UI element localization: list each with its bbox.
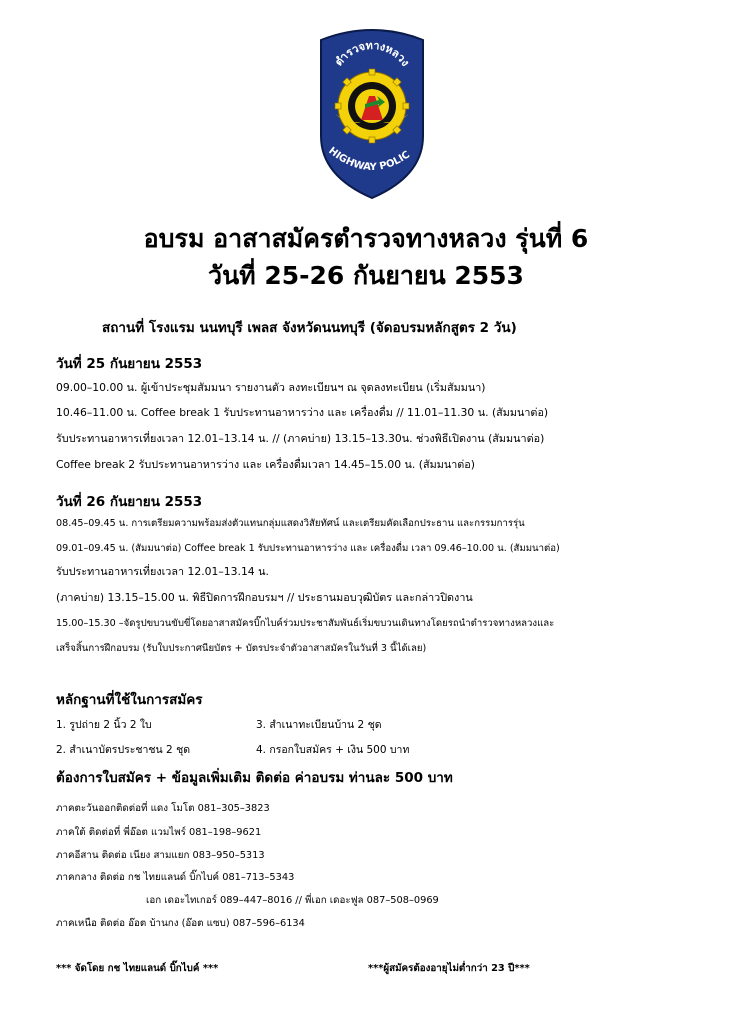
requirement-item: 1. รูปถ่าย 2 นิ้ว 2 ใบ (56, 719, 152, 731)
contact-line: ภาคอีสาน ติดต่อ เนียง สามแยก 083–950–5313 (56, 850, 265, 861)
requirement-item: 2. สำเนาบัตรประชาชน 2 ชุด (56, 744, 191, 756)
organizer-note: *** จัดโดย กช ไทยแลนด์ บิ๊กไบค์ *** (56, 963, 219, 974)
svg-text:HIGHWAY POLICE: HIGHWAY POLIC (326, 145, 413, 174)
contact-line: ภาคตะวันออกติดต่อที่ แดง โมโต 081–305–3823 (56, 803, 270, 814)
day1-heading: วันที่ 25 กันยายน 2553 (56, 356, 203, 372)
venue-line: สถานที่ โรงแรม นนทบุรี เพลส จังหวัดนนทบุรี (จัดอบรมหลักสูตร 2 วัน) (102, 320, 517, 336)
day2-line: 08.45–09.45 น. การเตรียมความพร้อมส่งตัวแทนกลุ่มแสดงวิสัยทัศน์ และเตรียมคัดเลือกประธาน และกรรมการรุ่น (56, 518, 525, 529)
requirement-item: 3. สำเนาทะเบียนบ้าน 2 ชุด (256, 719, 382, 731)
contact-line: ภาคใต้ ติดต่อที่ พี่อ๊อต แวมไพร์ 081–198–9621 (56, 827, 262, 838)
course-title: อบรม อาสาสมัครตำรวจทางหลวง รุ่นที่ 6 (143, 224, 589, 253)
highway-police-emblem (313, 26, 431, 200)
day1-line: 09.00–10.00 น. ผู้เข้าประชุมสัมมนา รายงานตัว ลงทะเบียนฯ ณ จุดลงทะเบียน (เริ่มสัมมนา) (56, 381, 486, 394)
day2-line: 09.01–09.45 น. (สัมมนาต่อ) Coffee break 1 รับประทานอาหารว่าง และ เครื่องดื่ม เวลา 09.46–10.00 น. (สัมมนาต่อ) (56, 543, 560, 554)
requirements-heading: หลักฐานที่ใช้ในการสมัคร (56, 692, 203, 708)
age-requirement-note: ***ผู้สมัครต้องอายุไม่ต่ำกว่า 23 ปี*** (368, 963, 530, 974)
day2-line: (ภาคบ่าย) 13.15–15.00 น. พิธีปิดการฝึกอบรมฯ // ประธานมอบวุฒิบัตร และกล่าวปิดงาน (56, 591, 473, 604)
course-dates: วันที่ 25-26 กันยายน 2553 (208, 261, 524, 290)
requirement-item: 4. กรอกใบสมัคร + เงิน 500 บาท (256, 744, 410, 756)
day2-line: 15.00–15.30 –จัดรูปขบวนขับขี่โดยอาสาสมัครบิ๊กไบค์ร่วมประชาสัมพันธ์เริ่มขบวนเดินทางโดยรถนำตำรวจทางหลวงและ (56, 618, 555, 629)
contact-heading: ต้องการใบสมัคร + ข้อมูลเพิ่มเติม ติดต่อ ค่าอบรม ท่านละ 500 บาท (56, 770, 453, 786)
svg-text:ตำรวจทางหลวง: ตำรวจทางหลวง (332, 38, 413, 69)
contact-line: ภาคเหนือ ติดต่อ อ๊อต บ้านกง (อ๊อต แซบ) 087–596–6134 (56, 918, 305, 929)
day2-line: เสร็จสิ้นการฝึกอบรม (รับใบประกาศนียบัตร + บัตรประจำตัวอาสาสมัครในวันที่ 3 นี้ได้เลย) (56, 643, 427, 654)
day2-line: รับประทานอาหารเที่ยงเวลา 12.01–13.14 น. (56, 565, 269, 578)
day1-line: Coffee break 2 รับประทานอาหารว่าง และ เครื่องดื่มเวลา 14.45–15.00 น. (สัมมนาต่อ) (56, 458, 475, 471)
day1-line: รับประทานอาหารเที่ยงเวลา 12.01–13.14 น. // (ภาคบ่าย) 13.15–13.30น. ช่วงพิธีเปิดงาน (สัมมนาต่อ) (56, 432, 545, 445)
contact-line: ภาคกลาง ติดต่อ กช ไทยแลนด์ บิ๊กไบค์ 081–713–5343 (56, 872, 295, 883)
day2-heading: วันที่ 26 กันยายน 2553 (56, 494, 203, 510)
day1-line: 10.46–11.00 น. Coffee break 1 รับประทานอาหารว่าง และ เครื่องดื่ม // 11.01–11.30 น. (สัมมนาต่อ) (56, 406, 549, 419)
contact-line: เอก เดอะไทเกอร์ 089–447–8016 // พี่เอก เดอะฟูล 087–508–0969 (146, 895, 439, 906)
